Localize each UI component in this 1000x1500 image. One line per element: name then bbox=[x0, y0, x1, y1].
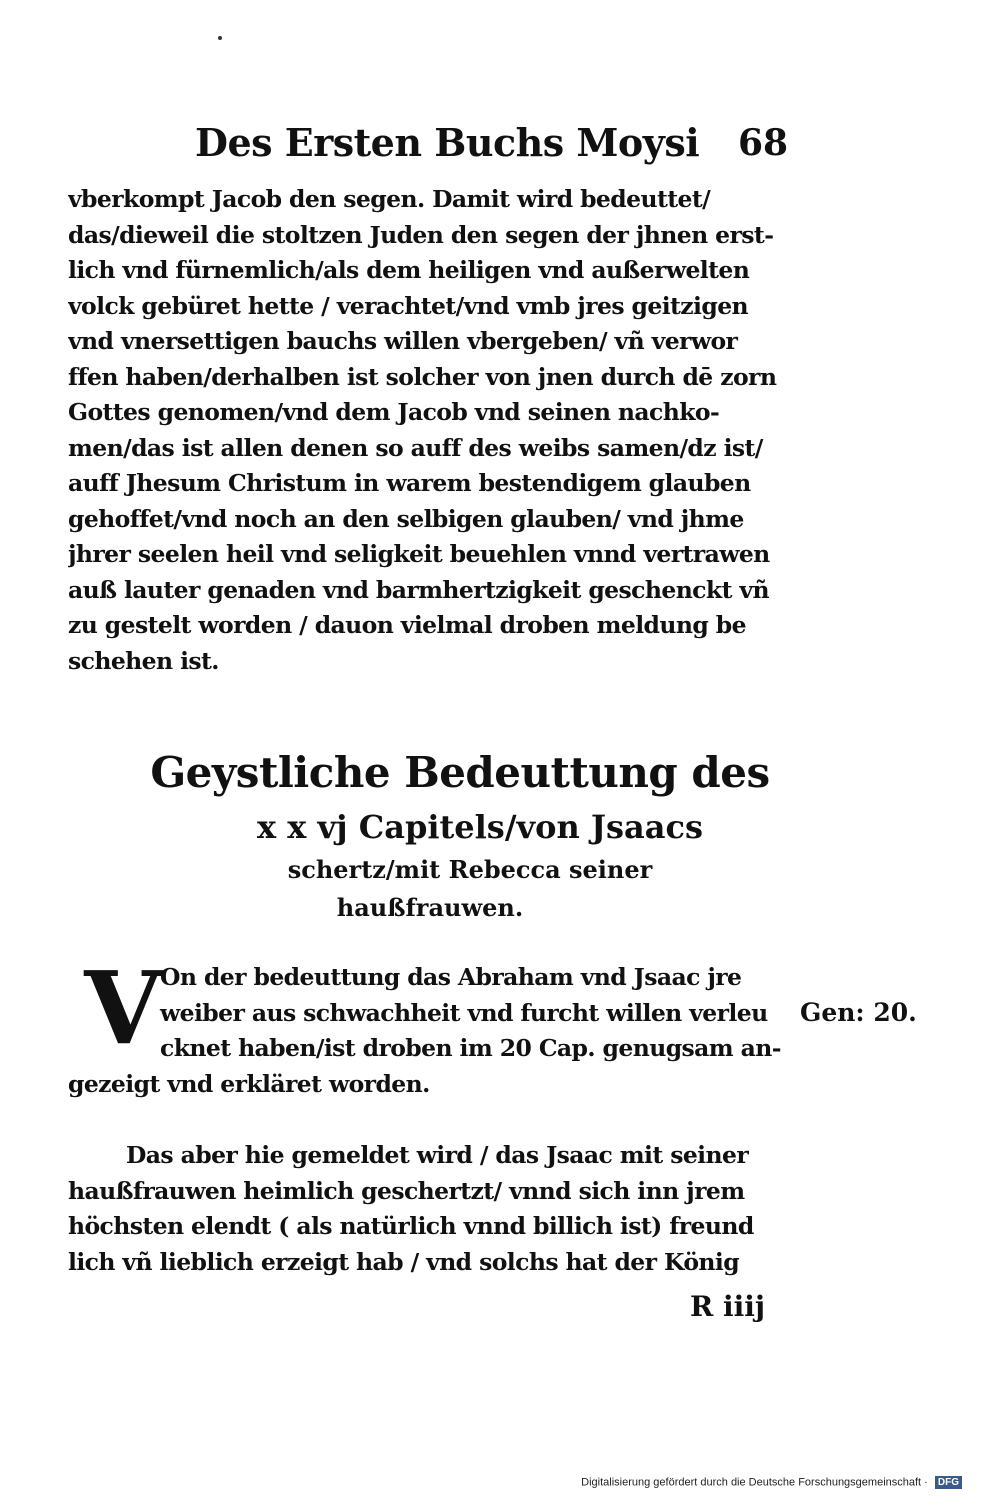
page-number: 68 bbox=[738, 122, 789, 164]
text-line: auß lauter genaden vnd barmhertzigkeit geschenckt vñ bbox=[68, 575, 769, 604]
text-line: Gottes genomen/vnd dem Jacob vnd seinen nachko- bbox=[68, 398, 720, 426]
section-heading-line-2: x x vj Capitels/von Jsaacs bbox=[257, 808, 703, 846]
text-line: volck gebüret hette / verachtet/vnd vmb jres geitzigen bbox=[68, 291, 749, 320]
signature-mark: R iiij bbox=[690, 1290, 766, 1323]
ink-speck bbox=[218, 36, 222, 40]
running-head: Des Ersten Buchs Moysi bbox=[195, 120, 700, 165]
text-line: vnd vnersettigen bauchs willen vbergeben/ vñ verwor bbox=[68, 327, 738, 355]
text-line: gezeigt vnd erkläret worden. bbox=[68, 1069, 430, 1098]
drop-capital: V bbox=[84, 949, 162, 1067]
text-line: weiber aus schwachheit vnd furcht willen verleu bbox=[160, 998, 768, 1027]
paragraph-3 bbox=[68, 1138, 793, 1280]
credit-text: Digitalisierung gefördert durch die Deutsche Forschungsgemeinschaft · bbox=[581, 1476, 928, 1489]
text-line: ffen haben/derhalben ist solcher von jnen durch dē zorn bbox=[68, 362, 777, 391]
text-line: zu gestelt worden / dauon vielmal droben meldung be bbox=[68, 611, 746, 639]
section-heading-line-4: haußfrauwen. bbox=[336, 893, 524, 922]
section-heading-line-3: schertz/mit Rebecca seiner bbox=[287, 855, 653, 884]
paragraph-1 bbox=[68, 182, 793, 679]
text-line: das/dieweil die stoltzen Juden den segen der jhnen erst- bbox=[68, 220, 774, 249]
text-line: cknet haben/ist droben im 20 Cap. genugsam an- bbox=[160, 1034, 781, 1062]
text-line: jhrer seelen heil vnd seligkeit beuehlen vnnd vertrawen bbox=[68, 540, 770, 568]
text-line: gehoffet/vnd noch an den selbigen glauben/ vnd jhme bbox=[68, 504, 744, 533]
text-line: vberkompt Jacob den segen. Damit wird bedeuttet/ bbox=[68, 185, 711, 213]
text-line: lich vñ lieblich erzeigt hab / vnd solchs hat der König bbox=[68, 1247, 740, 1276]
text-line: höchsten elendt ( als natürlich vnnd billich ist) freund bbox=[68, 1212, 754, 1240]
digitization-credit bbox=[581, 1476, 962, 1489]
paragraph-2 bbox=[68, 949, 793, 1102]
text-line: lich vnd fürnemlich/als dem heiligen vnd außerwelten bbox=[68, 256, 750, 284]
text-line: haußfrauwen heimlich geschertzt/ vnnd sich inn jrem bbox=[68, 1176, 745, 1205]
text-line: schehen ist. bbox=[68, 646, 219, 675]
text-line: auff Jhesum Christum in warem bestendigem glauben bbox=[68, 469, 751, 497]
text-line: On der bedeuttung das Abraham vnd Jsaac jre bbox=[160, 963, 742, 991]
section-heading-line-1: Geystliche Bedeuttung des bbox=[150, 748, 770, 797]
text-line: Das aber hie gemeldet wird / das Jsaac mit seiner bbox=[126, 1141, 749, 1169]
dfg-logo: DFG bbox=[935, 1476, 962, 1489]
marginal-reference: Gen: 20. bbox=[800, 998, 917, 1027]
text-line: men/das ist allen denen so auff des weibs samen/dz ist/ bbox=[68, 433, 763, 462]
